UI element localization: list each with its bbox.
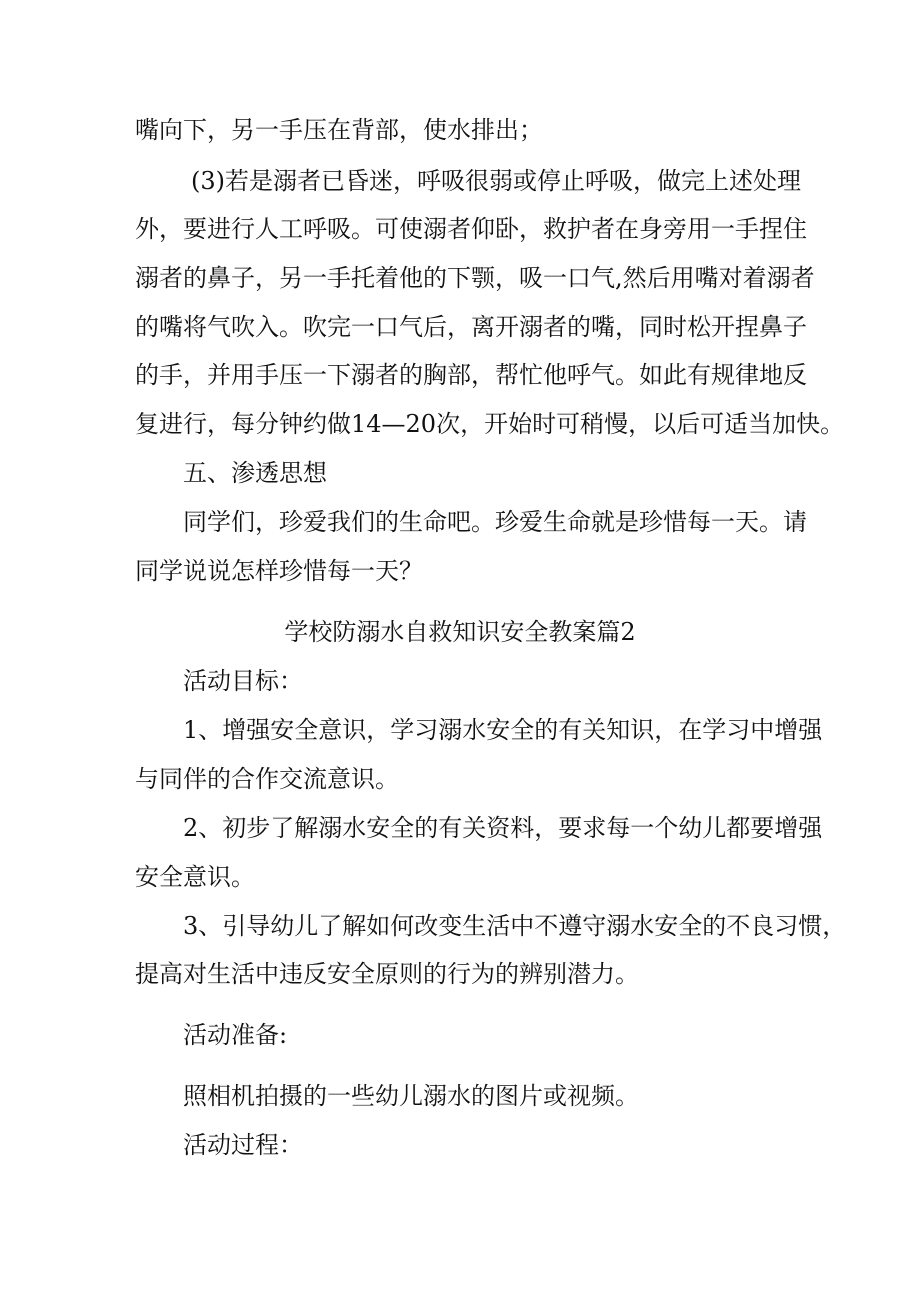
paragraph-line: 外，要进行人工呼吸。可使溺者仰卧，救护者在身旁用一手捏住 bbox=[135, 215, 807, 243]
paragraph-line: 溺者的鼻子，另一手托着他的下颚，吸一口气,然后用嘴对着溺者 bbox=[135, 264, 815, 292]
goal-line: 安全意识。 bbox=[135, 863, 255, 891]
paragraph-line: 同学说说怎样珍惜每一天？ bbox=[135, 557, 423, 585]
paragraph-line: 嘴向下，另一手压在背部，使水排出； bbox=[135, 116, 543, 144]
paragraph-line: 同学们，珍爱我们的生命吧。珍爱生命就是珍惜每一天。请 bbox=[183, 508, 807, 536]
goal-line: 3、引导幼儿了解如何改变生活中不遵守溺水安全的不良习惯， bbox=[183, 912, 847, 940]
goal-line: 提高对生活中违反安全原则的行为的辨别潜力。 bbox=[135, 960, 639, 988]
process-heading: 活动过程： bbox=[183, 1131, 303, 1159]
paragraph-line: 的手，并用手压一下溺者的胸部，帮忙他呼气。如此有规律地反 bbox=[135, 361, 807, 389]
prep-text: 照相机拍摄的一些幼儿溺水的图片或视频。 bbox=[183, 1082, 639, 1110]
paragraph-line: 复进行，每分钟约做14—20次，开始时可稍慢，以后可适当加快。 bbox=[135, 410, 845, 438]
goals-heading: 活动目标： bbox=[183, 667, 303, 695]
prep-heading: 活动准备: bbox=[183, 1021, 288, 1049]
paragraph-line: 的嘴将气吹入。吹完一口气后，离开溺者的嘴，同时松开捏鼻子 bbox=[135, 313, 807, 341]
goal-line: 2、初步了解溺水安全的有关资料，要求每一个幼儿都要增强 bbox=[183, 814, 823, 842]
article-title: 学校防溺水自救知识安全教案篇2 bbox=[284, 618, 636, 646]
paragraph-line: (3)若是溺者已昏迷，呼吸很弱或停止呼吸，做完上述处理 bbox=[191, 167, 801, 195]
section-heading: 五、渗透思想 bbox=[183, 459, 327, 487]
goal-line: 与同伴的合作交流意识。 bbox=[135, 765, 399, 793]
goal-line: 1、增强安全意识，学习溺水安全的有关知识，在学习中增强 bbox=[183, 716, 823, 744]
